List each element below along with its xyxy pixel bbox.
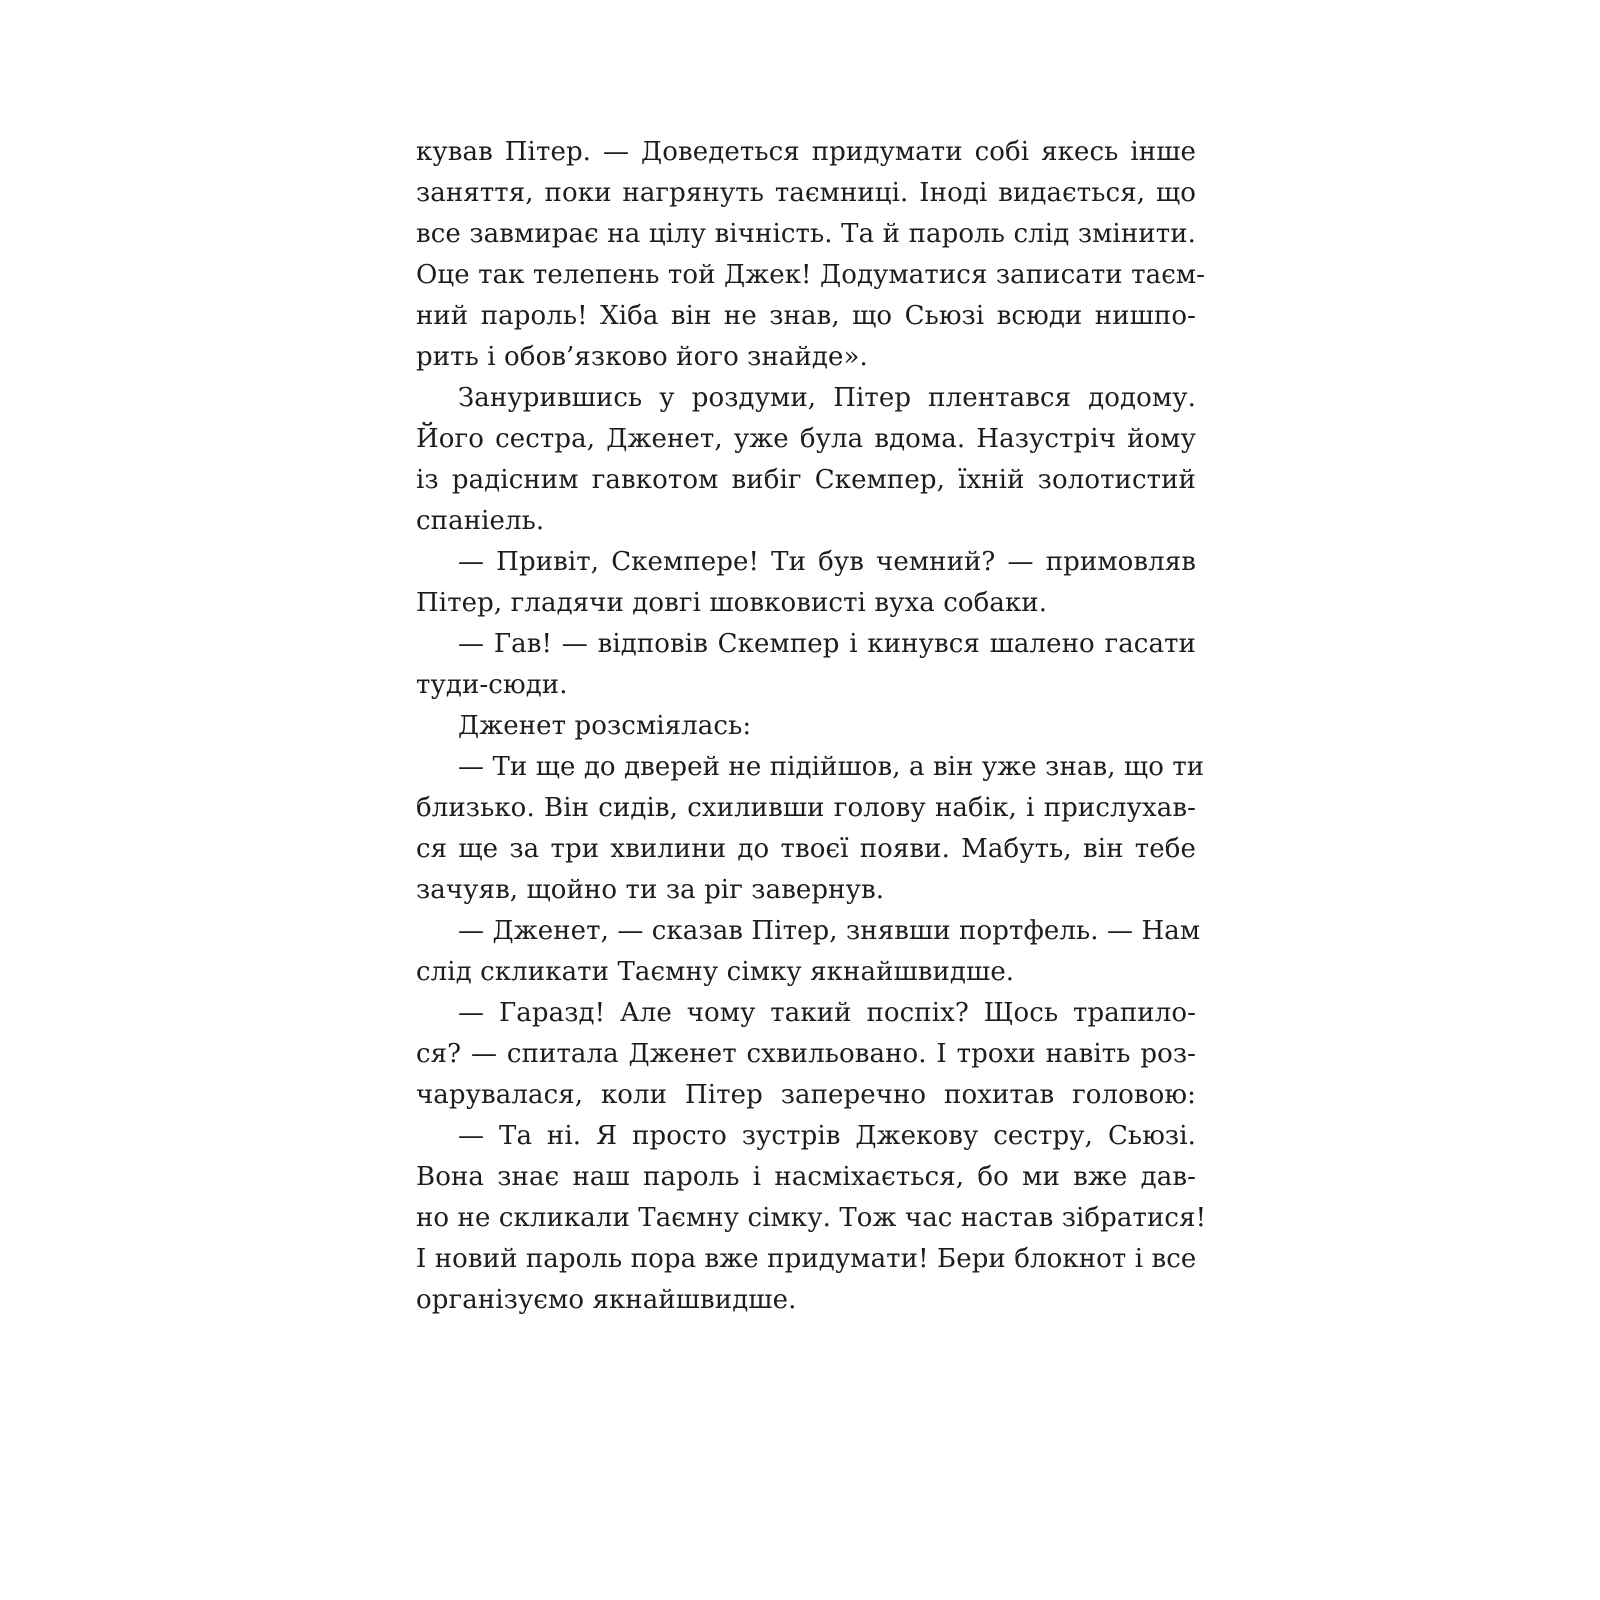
text-line: спаніель. [416, 506, 545, 536]
text-line: — Ти ще до дверей не підійшов, а він уже знав, що ти [458, 752, 1205, 782]
text-line: І новий пароль пора вже придумати! Бери блокнот і все [416, 1244, 1197, 1274]
text-line: Оце так телепень той Джек! Додуматися записати таєм- [416, 260, 1206, 290]
text-line: рить і обов’язково його знайде». [416, 342, 868, 372]
text-line: заняття, поки нагрянуть таємниці. Іноді видається, що [416, 178, 1196, 208]
text-line: Пітер, гладячи довгі шовковисті вуха собаки. [416, 588, 1048, 618]
text-line: слід скликати Таємну сімку якнайшвидше. [416, 957, 1015, 987]
text-line: зачуяв, щойно ти за ріг завернув. [416, 875, 885, 905]
text-line: кував Пітер. — Доведеться придумати собі якесь інше [416, 137, 1196, 167]
text-line: організуємо якнайшвидше. [416, 1285, 797, 1315]
text-line: із радісним гавкотом вибіг Скемпер, їхній золотистий [416, 465, 1196, 495]
text-line: Його сестра, Дженет, уже була вдома. Назустріч йому [416, 424, 1196, 454]
text-line: но не скликали Таємну сімку. Тож час настав зібратися! [416, 1203, 1207, 1233]
text-line: Занурившись у роздуми, Пітер плентався додому. [458, 383, 1196, 413]
text-line: ся? — спитала Дженет схвильовано. І трохи навіть роз- [416, 1039, 1196, 1069]
text-line: ний пароль! Хіба він не знав, що Сьюзі всюди нишпо- [416, 301, 1196, 331]
text-line: чарувалася, коли Пітер заперечно похитав головою: [416, 1080, 1196, 1110]
text-line: Дженет розсміялась: [458, 711, 752, 741]
text-line: туди-сюди. [416, 670, 568, 700]
text-line: близько. Він сидів, схиливши голову набік, і прислухав- [416, 793, 1196, 823]
book-page-text [416, 132, 1207, 1321]
text-line: — Привіт, Скемпере! Ти був чемний? — примовляв [458, 547, 1196, 577]
text-line: все завмирає на цілу вічність. Та й пароль слід змінити. [416, 219, 1196, 249]
text-line: ся ще за три хвилини до твоєї появи. Мабуть, він тебе [416, 834, 1196, 864]
text-line: Вона знає наш пароль і насміхається, бо ми вже дав- [416, 1162, 1196, 1192]
text-line: — Гав! — відповів Скемпер і кинувся шалено гасати [458, 629, 1196, 659]
text-line: — Гаразд! Але чому такий поспіх? Щось трапило- [458, 998, 1196, 1028]
text-line: — Дженет, — сказав Пітер, знявши портфель. — Нам [458, 916, 1201, 946]
text-line: — Та ні. Я просто зустрів Джекову сестру, Сьюзі. [458, 1121, 1196, 1151]
